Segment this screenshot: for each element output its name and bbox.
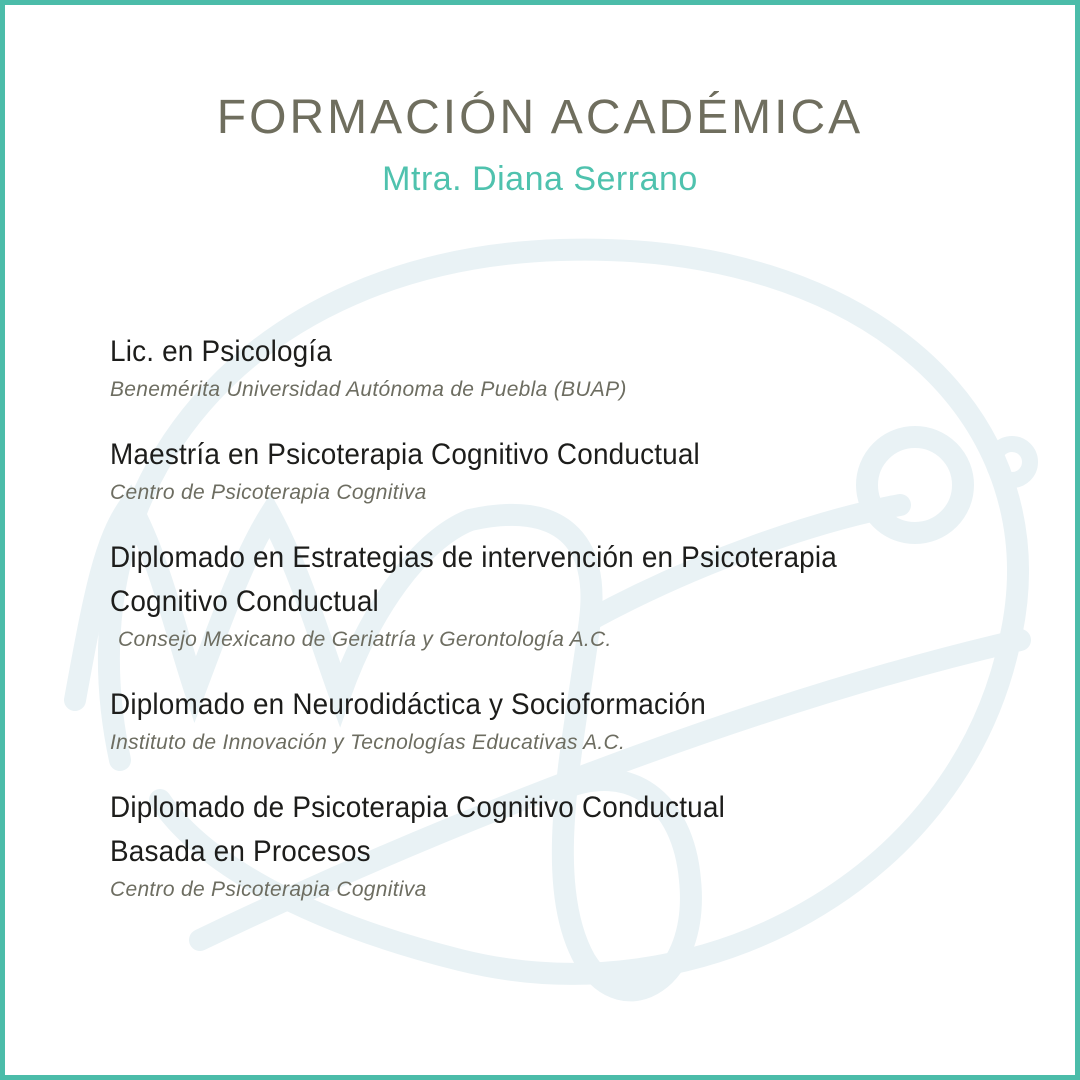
institution-name: Benemérita Universidad Autónoma de Puebla (BUAP) <box>110 378 627 401</box>
degree-title-line2: Cognitivo Conductual <box>110 585 379 618</box>
degree-title: Diplomado de Psicoterapia Cognitivo Conductual <box>110 791 725 824</box>
author-name: Mtra. Diana Serrano <box>382 160 698 198</box>
institution-name: Centro de Psicoterapia Cognitiva <box>110 878 427 901</box>
institution-name: Consejo Mexicano de Geriatría y Gerontología A.C. <box>118 628 612 651</box>
education-item <box>110 433 1000 506</box>
degree-title: Diplomado en Neurodidáctica y Socioformación <box>110 688 706 721</box>
education-item <box>110 786 1000 903</box>
education-item <box>110 536 1000 653</box>
institution-name: Centro de Psicoterapia Cognitiva <box>110 481 427 504</box>
degree-title: Maestría en Psicoterapia Cognitivo Conductual <box>110 438 700 471</box>
education-item <box>110 683 1000 756</box>
education-item <box>110 330 1000 403</box>
degree-title: Lic. en Psicología <box>110 335 333 368</box>
institution-name: Instituto de Innovación y Tecnologías Educativas A.C. <box>110 731 626 754</box>
education-list <box>110 330 1000 933</box>
degree-title-line2: Basada en Procesos <box>110 835 371 868</box>
page-title: FORMACIÓN ACADÉMICA <box>216 91 864 144</box>
degree-title: Diplomado en Estrategias de intervención en Psicoterapia <box>110 541 837 574</box>
